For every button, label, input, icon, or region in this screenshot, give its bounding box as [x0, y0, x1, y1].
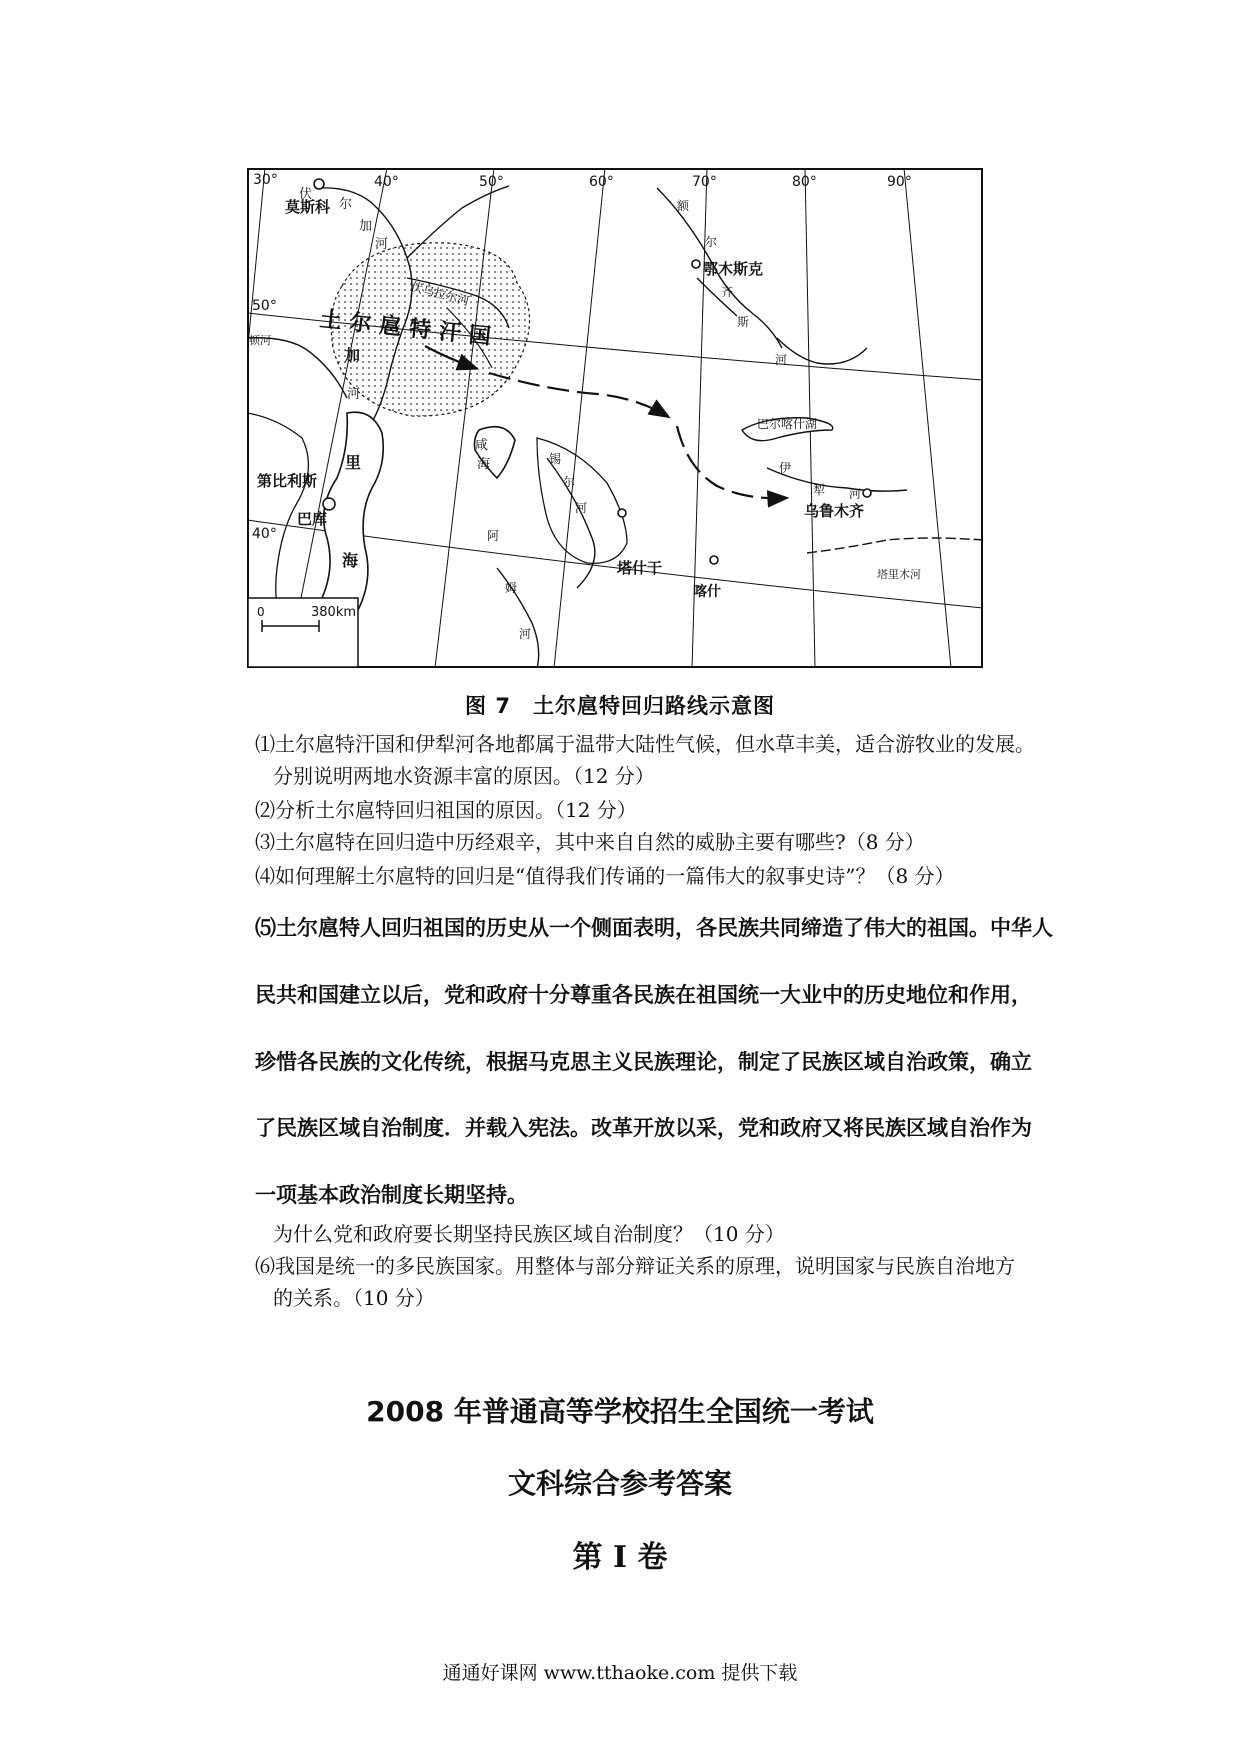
answer-title: 文科综合参考答案	[507, 1467, 732, 1500]
river-volga-south-1: 加	[345, 346, 361, 364]
caspian-label-2: 海	[342, 551, 359, 570]
river-irtysh-4: 斯	[737, 315, 750, 329]
lake-balkhash-label: 巴尔喀什湖	[757, 417, 818, 431]
river-don: 顿河	[249, 334, 271, 347]
page-footer: 通通好课网 www.tthaoke.com 提供下载	[442, 1662, 798, 1684]
figure-caption: 图 7 土尔扈特回归路线示意图	[465, 694, 775, 718]
question-6	[255, 1250, 1055, 1314]
river-irtysh-5: 河	[775, 353, 788, 367]
question-4: ⑷如何理解土尔扈特的回归是“值得我们传诵的一篇伟大的叙事史诗”？（8 分）	[255, 864, 955, 888]
river-ili-3: 河	[849, 487, 862, 501]
lon-label-40: 40°	[374, 174, 399, 190]
lon-label-30: 30°	[253, 172, 278, 188]
river-amu-1: 阿	[487, 529, 500, 543]
place-tbilisi: 第比利斯	[257, 472, 318, 490]
question-6-line1: ⑹我国是统一的多民族国家。用整体与部分辩证关系的原理，说明国家与民族自治地方	[255, 1254, 1015, 1278]
lon-label-70: 70°	[692, 174, 717, 190]
question-2: ⑵分析土尔扈特回归祖国的原因。（12 分）	[255, 798, 637, 822]
river-amu-2: 姆	[505, 581, 518, 595]
question-5-line4: 了民族区域自治制度．并载入宪法。改革开放以采，党和政府又将民族区域自治作为	[255, 1116, 1032, 1140]
scale-zero: 0	[257, 605, 265, 619]
river-syr-1: 锡	[549, 452, 562, 466]
question-1	[255, 728, 1055, 792]
question-3: ⑶土尔扈特在回归造中历经艰辛，其中来自自然的威胁主要有哪些?（8 分）	[255, 830, 925, 854]
exam-title: 2008 年普通高等学校招生全国统一考试	[366, 1395, 874, 1428]
lon-label-60: 60°	[589, 174, 614, 190]
river-ili-1: 伊	[779, 461, 792, 475]
route-map	[247, 168, 983, 668]
region-torghut-khanate: 土尔扈特汗国	[318, 307, 501, 351]
river-volga-3: 加	[359, 219, 373, 234]
place-tashkent: 塔什干	[617, 559, 663, 577]
lon-label-50: 50°	[479, 174, 504, 190]
question-5-line3: 珍惜各民族的文化传统，根据马克思主义民族理论，制定了民族区域自治政策，确立	[255, 1050, 1032, 1074]
lat-label-40: 40°	[252, 526, 277, 542]
volume-title: 第 I 卷	[572, 1540, 668, 1575]
river-syr-2: 尔	[563, 475, 576, 489]
river-volga-4: 河	[375, 237, 389, 252]
question-1-line2: 分别说明两地水资源丰富的原因。（12 分）	[273, 764, 655, 788]
place-omsk: 鄂木斯克	[703, 260, 764, 278]
river-volga-south-2: 河	[347, 387, 361, 402]
caspian-label-1: 里	[345, 453, 362, 472]
aral-label-2: 海	[477, 457, 491, 472]
place-urumqi: 乌鲁木齐	[804, 502, 865, 520]
place-baku: 巴库	[297, 510, 328, 528]
question-5-line2: 民共和国建立以后，党和政府十分尊重各民族在祖国统一大业中的历史地位和作用，	[255, 983, 1032, 1007]
lon-label-90: 90°	[887, 174, 912, 190]
lon-label-80: 80°	[792, 174, 817, 190]
river-ural: 伏乌拉尔河	[409, 279, 471, 309]
river-volga-1: 伏	[299, 187, 313, 202]
river-tarim: 塔里木河	[877, 568, 921, 581]
river-irtysh-1: 额	[677, 199, 690, 213]
lat-label-50: 50°	[252, 298, 277, 314]
river-volga-2: 尔	[339, 197, 353, 212]
river-ili-2: 犁	[813, 483, 826, 497]
aral-label-1: 咸	[475, 438, 489, 453]
river-irtysh-2: 尔	[705, 235, 718, 249]
scale-distance: 380km	[311, 605, 357, 620]
question-5-ask: 为什么党和政府要长期坚持民族区域自治制度？（10 分）	[273, 1222, 785, 1246]
question-6-line2: 的关系。（10 分）	[273, 1286, 435, 1310]
question-5-line5: 一项基本政治制度长期坚持。	[255, 1183, 528, 1207]
river-irtysh-3: 齐	[721, 285, 734, 299]
river-amu-3: 河	[519, 627, 532, 641]
river-syr-3: 河	[575, 501, 588, 515]
place-kashgar: 喀什	[693, 584, 721, 600]
question-5-line1: ⑸土尔扈特人回归祖国的历史从一个侧面表明，各民族共同缔造了伟大的祖国。中华人	[255, 916, 1053, 940]
question-1-line1: ⑴土尔扈特汗国和伊犁河各地都属于温带大陆性气候，但水草丰美，适合游牧业的发展。	[255, 732, 1035, 756]
place-moscow: 莫斯科	[285, 198, 331, 216]
